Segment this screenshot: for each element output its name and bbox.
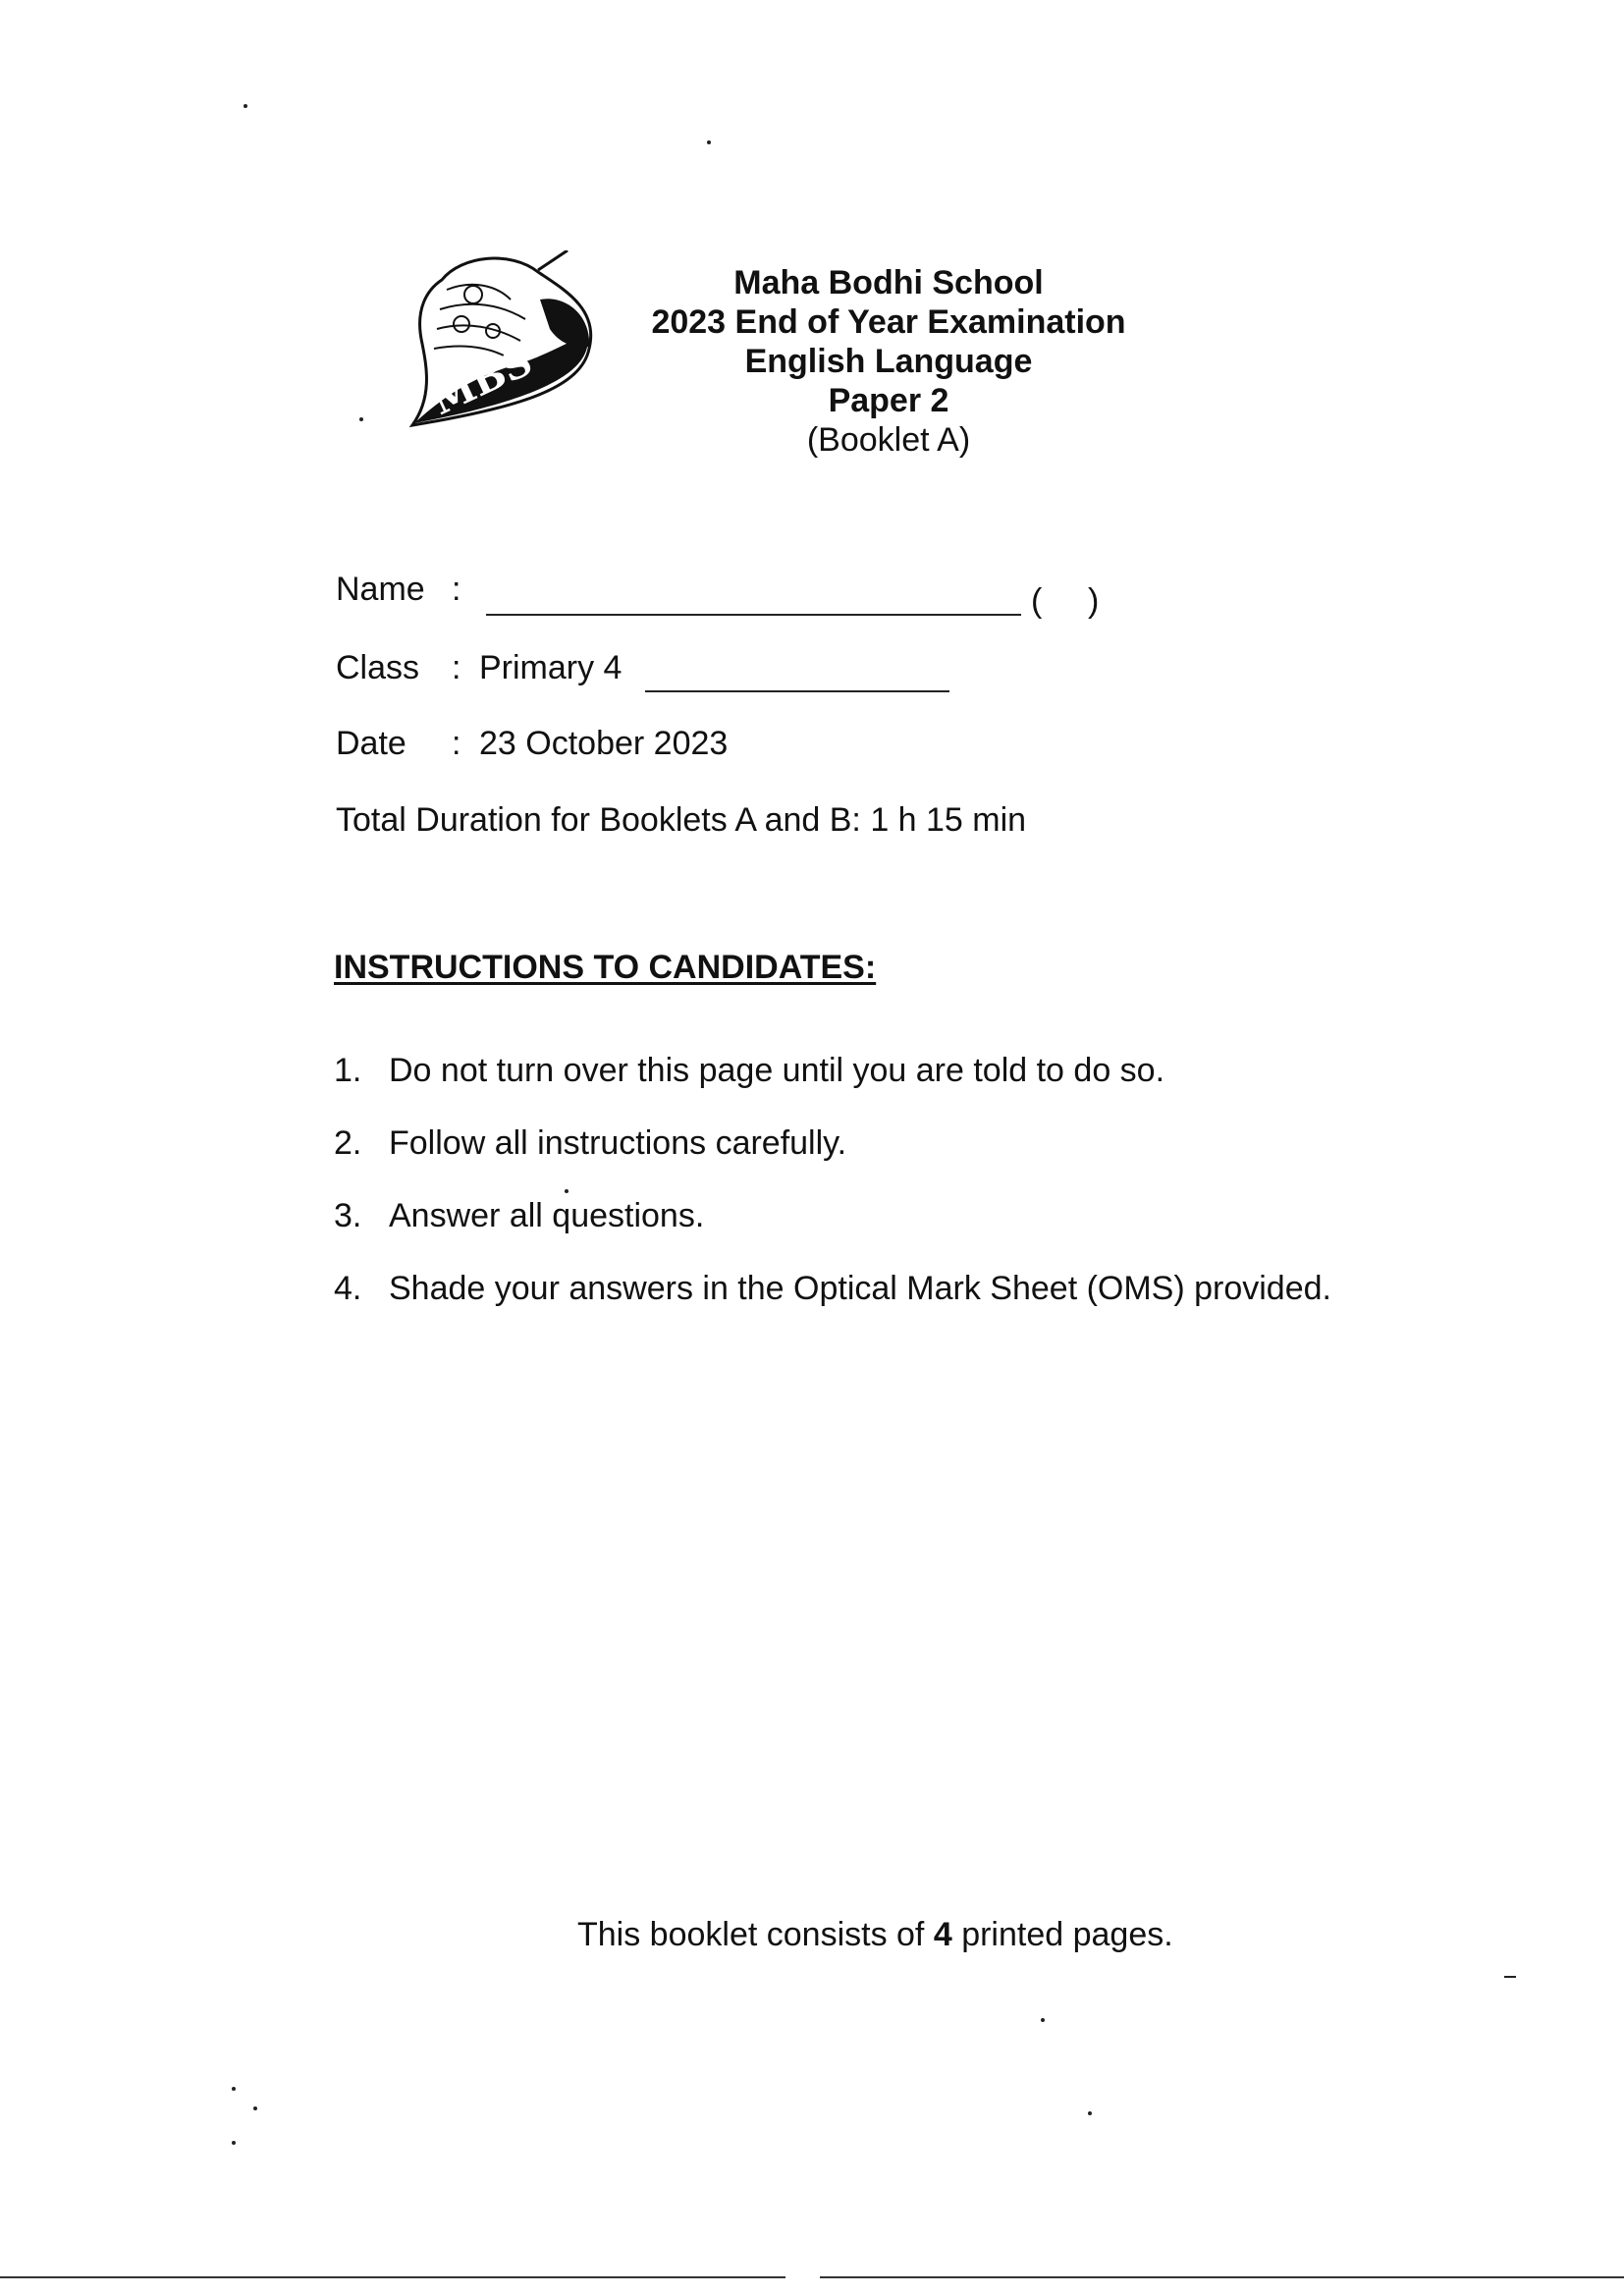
item-number: 2.: [334, 1124, 362, 1162]
scan-speck: [253, 2106, 257, 2110]
name-colon: :: [452, 571, 461, 608]
class-input-line[interactable]: [645, 690, 949, 692]
date-value: 23 October 2023: [479, 725, 729, 762]
date-field: [336, 724, 728, 763]
class-field: [336, 648, 622, 687]
scan-speck: [244, 104, 247, 108]
page-count-note: [577, 1915, 1173, 1954]
scan-speck: [1041, 2018, 1045, 2022]
scan-edge-line: [0, 2276, 785, 2278]
list-item: [334, 1196, 1331, 1235]
page-count-suffix: printed pages.: [951, 1916, 1173, 1953]
booklet-title: (Booklet A): [806, 421, 971, 459]
class-colon: :: [452, 649, 461, 686]
class-label: Class: [336, 649, 420, 686]
item-number: 3.: [334, 1197, 362, 1234]
item-text: Follow all instructions carefully.: [389, 1124, 847, 1162]
item-text: Shade your answers in the Optical Mark Sheet (OMS) provided.: [389, 1270, 1331, 1307]
scan-speck: [359, 417, 363, 421]
scan-speck: [232, 2087, 236, 2091]
paper-title: Paper 2: [828, 382, 949, 419]
name-field: [336, 570, 479, 609]
page-count-prefix: This booklet consists of: [577, 1916, 934, 1953]
item-number: 1.: [334, 1052, 362, 1089]
page-count-number: 4: [933, 1916, 952, 1953]
instructions-heading: INSTRUCTIONS TO CANDIDATES:: [334, 949, 877, 986]
scan-speck: [232, 2141, 236, 2145]
name-label: Name: [336, 571, 425, 608]
scan-speck: [1088, 2111, 1092, 2115]
exam-title: 2023 End of Year Examination: [651, 303, 1126, 341]
school-name: Maha Bodhi School: [733, 264, 1044, 301]
list-item: [334, 1269, 1331, 1308]
school-crest-leaf-icon: [403, 250, 599, 432]
list-item: [334, 1123, 1331, 1163]
scan-edge-line: [820, 2276, 1624, 2278]
list-item: [334, 1051, 1331, 1090]
logo-text: MBS: [424, 338, 540, 425]
item-number: 4.: [334, 1270, 362, 1307]
scan-speck: [565, 1189, 568, 1193]
item-text: Answer all questions.: [389, 1197, 705, 1234]
index-paren-open: (: [1031, 582, 1043, 620]
name-input-line[interactable]: [486, 614, 1021, 616]
scan-speck: [707, 140, 711, 144]
class-value: Primary 4: [479, 649, 623, 686]
total-duration: Total Duration for Booklets A and B: 1 h 15 min: [336, 801, 1027, 839]
index-paren-close: ): [1088, 582, 1100, 620]
item-text: Do not turn over this page until you are told to do so.: [389, 1052, 1165, 1089]
exam-header: [609, 263, 1168, 460]
date-colon: :: [452, 725, 461, 762]
subject-title: English Language: [744, 343, 1033, 380]
scan-mark: [1504, 1976, 1516, 1978]
date-label: Date: [336, 725, 406, 762]
instructions-list: [334, 1051, 1331, 1341]
